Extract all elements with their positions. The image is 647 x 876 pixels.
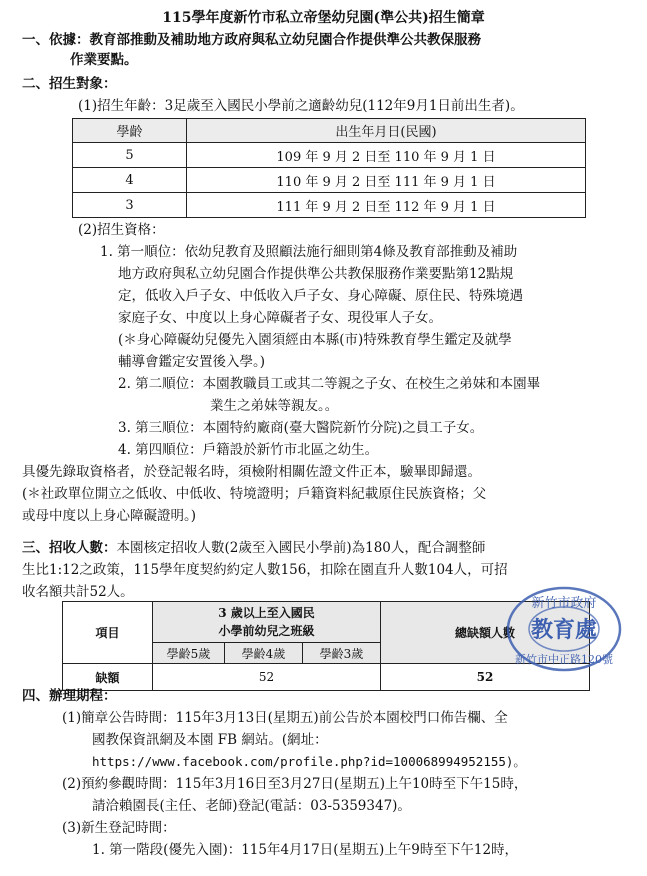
table-row xyxy=(73,143,586,168)
birthdate-cell: 110 年 9 月 2 日至 111 年 9 月 1 日 xyxy=(187,168,586,193)
age-cell: 5 xyxy=(73,143,187,168)
section-3-line xyxy=(22,538,485,558)
birthdate-cell: 111 年 9 月 2 日至 112 年 9 月 1 日 xyxy=(187,193,586,218)
section-1-line-1 xyxy=(22,30,481,50)
age-header-cell: 學齡 xyxy=(73,119,187,143)
schedule-line: (1)簡章公告時間：115年3月13日(星期五)前公告於本園校門口佈告欄、全 xyxy=(62,710,508,726)
priority-1-note: (＊身心障礙幼兒優先入園須經由本縣(市)特殊教育學生鑑定及就學 xyxy=(118,332,512,348)
section-2-heading: 二、招生對象： xyxy=(22,76,117,92)
birthdate-header-cell: 出生年月日(民國) xyxy=(187,119,586,143)
priority-1-line: 家庭子女、中度以上身心障礙者子女、現役軍人子女。 xyxy=(118,310,442,326)
vacancy-label-cell: 缺額 xyxy=(63,664,153,691)
section-1-label: 依據： xyxy=(49,32,90,48)
section-3-label: 三、招收人數： xyxy=(22,540,117,556)
document-title: 115學年度新竹市私立帝堡幼兒園(準公共)招生簡章 xyxy=(162,10,485,26)
section-1-number: 一、 xyxy=(22,32,49,48)
age-table-header xyxy=(73,119,586,143)
age-4-header: 學齡4歲 xyxy=(225,643,303,664)
class-group-line: 小學前幼兒之班級 xyxy=(218,624,315,638)
facebook-url: https://www.facebook.com/profile.php?id=100068994952155)。 xyxy=(92,754,526,769)
priority-2-line: 2. 第二順位：本園教職員工或其二等親之子女、在校生之弟妹和本園畢 xyxy=(118,376,541,392)
section-3-line: 生比1:12之政策，115學年度契約約定人數156，扣除在園直升人數104人，可招 xyxy=(22,562,508,578)
priority-1-line: 1. 第一順位：依幼兒教育及照顧法施行細則第4條及教育部推動及補助 xyxy=(100,244,518,260)
age-3-header: 學齡3歲 xyxy=(303,643,381,664)
priority-1-line: 地方政府與私立幼兒園合作提供準公共教保服務作業要點第12點規 xyxy=(118,266,514,282)
enrollment-age-line: (1)招生年齡：3足歲至入國民小學前之適齡幼兒(112年9月1日前出生者)。 xyxy=(78,98,524,114)
priority-4-line: 4. 第四順位：戶籍設於新竹市北區之幼生。 xyxy=(118,442,379,458)
priority-1-line: 定，低收入戶子女、中低收入戶子女、身心障礙、原住民、特殊境遇 xyxy=(118,288,523,304)
class-vacancy-cell: 52 xyxy=(153,664,381,691)
priority-note: 或母中度以上身心障礙證明。) xyxy=(22,508,197,524)
section-3-line: 收名額共計52人。 xyxy=(22,584,134,600)
table-row xyxy=(73,193,586,218)
age-cell: 4 xyxy=(73,168,187,193)
total-vacancy-header: 總缺額人數 xyxy=(381,602,590,664)
schedule-line: (3)新生登記時間： xyxy=(62,820,176,836)
schedule-line: 1. 第一階段(優先入園)：115年4月17日(星期五)上午9時至下午12時， xyxy=(92,842,519,858)
priority-2-line: 業生之弟妹等親友。。 xyxy=(210,398,339,414)
stamp-bottom-text: 新竹市中正路120號 xyxy=(515,653,613,666)
birthdate-cell: 109 年 9 月 2 日至 110 年 9 月 1 日 xyxy=(187,143,586,168)
table-row xyxy=(73,168,586,193)
priority-1-note: 輔導會鑑定安置後入學。) xyxy=(118,354,266,370)
class-group-header xyxy=(153,602,381,643)
section-1-line-2: 作業要點。 xyxy=(70,52,138,68)
age-5-header: 學齡5歲 xyxy=(153,643,225,664)
item-header-cell: 項目 xyxy=(63,602,153,664)
priority-note: 具優先錄取資格者，於登記報名時，須檢附相關佐證文件正本，驗畢即歸還。 xyxy=(22,464,481,480)
priority-note: (＊社政單位開立之低收、中低收、特境證明；戶籍資料紀載原住民族資格；父 xyxy=(22,486,487,502)
section-1-text: 教育部推動及補助地方政府與私立幼兒園合作提供準公共教保服務 xyxy=(89,32,481,48)
class-group-line: 3 歲以上至入國民 xyxy=(218,606,315,620)
schedule-line: 請洽賴園長(主任、老師)登記(電話：03-5359347)。 xyxy=(92,798,411,814)
age-cell: 3 xyxy=(73,193,187,218)
stamp-center-text: 教育處 xyxy=(530,617,598,643)
stamp-top-text: 新竹市政府 xyxy=(531,596,597,611)
total-vacancy-cell: 52 xyxy=(381,664,590,691)
government-seal-stamp xyxy=(505,585,623,673)
qualification-heading: (2)招生資格： xyxy=(78,222,165,238)
priority-3-line: 3. 第三順位：本園特約廠商(臺大醫院新竹分院)之員工子女。 xyxy=(118,420,484,436)
schedule-line: (2)預約參觀時間：115年3月16日至3月27日(星期五)上午10時至下午15時， xyxy=(62,776,528,792)
section-3-text: 本園核定招收人數(2歲至入國民小學前)為180人，配合調整師 xyxy=(116,540,486,556)
section-4-heading: 四、辦理期程： xyxy=(22,688,117,704)
schedule-line: 國教保資訊網及本園 FB 網站。(網址： xyxy=(92,732,328,748)
age-table xyxy=(72,118,586,218)
